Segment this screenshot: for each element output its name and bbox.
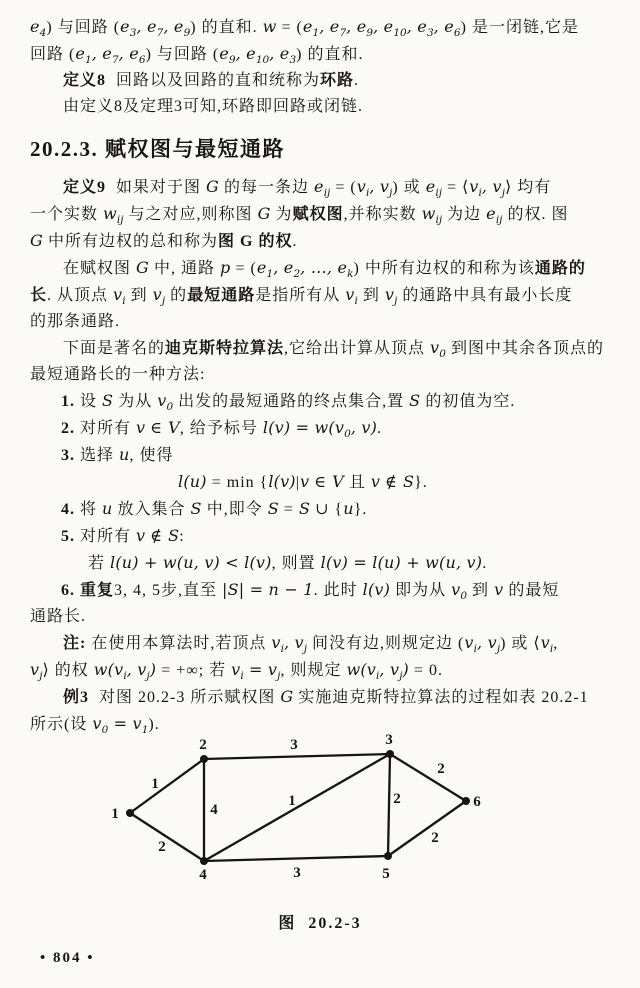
text-run: = 0. — [408, 662, 443, 679]
text-run: S — [168, 526, 180, 545]
graph-edge — [130, 759, 204, 813]
text-run: . — [377, 420, 383, 437]
text-run: ⟩ 均有 — [504, 179, 552, 196]
algorithm-step-4 — [30, 496, 616, 523]
text-line — [30, 362, 616, 388]
text-run: 到 — [467, 582, 495, 599]
text-run: u — [119, 445, 130, 464]
text-run: | — [295, 474, 300, 491]
text-run: , 则规定 — [280, 662, 347, 679]
text-run: 3. — [61, 447, 75, 464]
graph-node — [200, 857, 208, 865]
text-run: $e_4$ — [30, 17, 47, 40]
text-run: G — [30, 231, 43, 250]
text-run: = ( — [276, 19, 303, 36]
text-run: 最短通路长的一种方法: — [30, 366, 206, 383]
text-run: v — [494, 580, 504, 599]
text-run: 与之对应,则称图 — [123, 206, 258, 223]
text-run: 1. — [61, 393, 75, 410]
text-run: 为边 — [442, 206, 487, 223]
text-run: $v_0$ — [451, 580, 468, 603]
text-run: ∈ — [145, 420, 169, 437]
text-run: 环路 — [320, 72, 355, 89]
text-run: . 此时 — [313, 582, 363, 599]
text-run: $v_i$, $v_j$ — [271, 633, 308, 656]
text-run: ) 的直和. — [190, 19, 263, 36]
text-run: 放入集合 — [112, 501, 191, 518]
text-run: ) 与回路 ( — [145, 46, 220, 63]
text-run: 为 — [270, 206, 293, 223]
text-run: 定义8 — [63, 72, 107, 89]
text-run: 实施迪克斯特拉算法的过程如表 20.2-1 — [293, 689, 589, 706]
text-run: 且 — [343, 474, 371, 491]
text-run: $w_{ij}$ — [103, 204, 124, 227]
text-run: 到图中其余各顶点的 — [445, 340, 604, 357]
text-run: $w_{ij}$ — [421, 204, 443, 227]
text-run: G — [257, 204, 271, 223]
text-run: 中所有边权的总和称为 — [42, 233, 218, 250]
text-run: $e_1$, $e_2$, …, $e_k$ — [256, 258, 354, 281]
text-line — [30, 309, 616, 335]
edge-weight-label: 4 — [210, 802, 218, 818]
text-run: = ( — [230, 260, 257, 277]
text-run: = ( — [330, 179, 357, 196]
node-label: 2 — [199, 737, 207, 753]
text-line — [30, 41, 616, 68]
text-run: 对图 20.2-3 所示赋权图 — [89, 689, 281, 706]
definition-8-line — [30, 68, 616, 94]
text-run: 的权. 图 — [502, 206, 569, 223]
text-run: 长 — [30, 287, 48, 304]
text-run: $v_i$ — [540, 633, 554, 656]
text-run: 中, 通路 — [149, 260, 221, 277]
edge-weight-label: 2 — [437, 761, 445, 777]
text-run: 的通路中具有最小长度 — [397, 287, 573, 304]
text-run: l(v) — [268, 472, 296, 491]
text-run: l(u) — [178, 472, 207, 491]
text-run: ∉ — [145, 528, 169, 545]
text-run: l(u) + w(u, v) < l(v) — [110, 553, 272, 572]
text-line — [30, 94, 616, 120]
text-run: l(v) — [362, 580, 391, 599]
text-run: ∉ — [380, 474, 403, 491]
text-line — [30, 657, 616, 684]
text-run: 回路 ( — [30, 46, 76, 63]
text-run: 在赋权图 — [63, 260, 137, 277]
algorithm-step-5 — [30, 523, 616, 550]
text-run: 3, 4, 5步,直至 — [114, 582, 223, 599]
text-run: l(v) = l(u) + w(u, v) — [320, 553, 483, 572]
text-run: 注: — [63, 635, 87, 652]
text-run: $v_0 = v_1$ — [92, 714, 149, 737]
text-run: $v_i$, $v_j$ — [356, 177, 393, 200]
text-line — [30, 604, 616, 630]
edge-weight-label: 3 — [290, 737, 298, 753]
text-run: 的初值为空. — [420, 393, 516, 410]
text-column — [30, 14, 616, 738]
text-run: 2. — [61, 420, 75, 437]
text-run: ,它给出计算从顶点 — [284, 340, 431, 357]
graph-node — [384, 852, 392, 860]
text-run: ⟩ 的权 — [42, 662, 94, 679]
algorithm-formula — [30, 469, 616, 496]
algorithm-step-2 — [30, 415, 616, 442]
edge-weight-label: 3 — [293, 865, 301, 881]
text-run: S — [298, 499, 311, 518]
text-run: ) 或 ⟨ — [500, 635, 541, 652]
text-run: 选择 — [75, 447, 120, 464]
text-run: 到 — [125, 287, 153, 304]
text-run: 若 — [88, 555, 111, 572]
text-run: 图 G 的权 — [218, 233, 293, 250]
text-run: 通路长. — [30, 608, 87, 625]
text-run: $v_0$ — [157, 391, 174, 414]
algorithm-step-3 — [30, 442, 616, 469]
text-line — [30, 228, 616, 255]
text-run: 所示(设 — [30, 716, 93, 733]
text-run: p — [220, 258, 231, 277]
edge-weight-label: 1 — [288, 793, 296, 809]
text-run: $v_i$ — [345, 285, 358, 308]
page-number: • 804 • — [40, 950, 95, 966]
text-run: $e_1$, $e_7$, $e_9$, $e_{10}$, $e_3$, $e_6$ — [302, 17, 461, 40]
text-run: : — [179, 528, 185, 545]
text-run: $w(v_i$, $v_j$) — [346, 660, 409, 683]
text-run: $v_0$ — [430, 338, 446, 361]
text-run: 5. — [61, 528, 75, 545]
text-run: $e_9$, $e_{10}$, $e_3$ — [219, 44, 297, 67]
graph-node — [126, 809, 134, 817]
text-run: v — [299, 472, 310, 491]
text-run: }. — [414, 474, 428, 491]
text-run: 中,即令 — [201, 501, 268, 518]
text-run: . 从顶点 — [47, 287, 114, 304]
text-run: ∈ — [309, 474, 333, 491]
text-run: = ⟨ — [442, 179, 470, 196]
text-run: 是指所有从 — [255, 287, 346, 304]
text-line — [30, 14, 616, 41]
node-label: 4 — [199, 867, 207, 883]
text-run: $v_j$ — [384, 285, 398, 308]
node-label: 5 — [382, 866, 390, 882]
text-run: 迪克斯特拉算法 — [165, 340, 285, 357]
text-run: v — [370, 472, 381, 491]
text-run: ) 是一闭链,它是 — [460, 19, 579, 36]
text-run: 最短通路 — [187, 287, 256, 304]
edge-weight-label: 2 — [431, 830, 439, 846]
algorithm-step-6 — [30, 577, 616, 604]
text-run: 在使用本算法时,若顶点 — [86, 635, 272, 652]
text-run: 为从 — [113, 393, 158, 410]
graph-edge — [204, 754, 390, 759]
node-label: 6 — [473, 794, 481, 810]
text-run: = +∞; 若 — [156, 662, 232, 679]
text-run: 例3 — [63, 689, 90, 706]
text-run: 如果对于图 — [106, 179, 207, 196]
algorithm-step-5-detail — [30, 550, 616, 577]
text-run: 重复 — [80, 582, 115, 599]
text-run: |S| = n − 1 — [222, 580, 314, 599]
figure-caption: 图 20.2-3 — [278, 915, 362, 932]
text-run: 的 — [165, 287, 188, 304]
text-run: . — [292, 233, 298, 250]
text-run: ∪ { — [310, 501, 344, 518]
text-run: $e_{ij}$ — [425, 177, 443, 200]
text-run: $e_{ij}$ — [314, 177, 331, 200]
text-run: $v_i$, $v_j$ — [464, 633, 501, 656]
text-run: S — [409, 391, 421, 410]
text-run: S — [190, 499, 202, 518]
edge-weight-label: 1 — [151, 776, 159, 792]
algorithm-step-1 — [30, 388, 616, 415]
note-line — [30, 630, 616, 657]
graph-node — [462, 797, 470, 805]
text-run: G — [280, 687, 294, 706]
text-run: 即为从 — [390, 582, 452, 599]
text-run: w — [262, 17, 277, 36]
text-run: $v_j$ — [30, 660, 43, 683]
text-run: v — [136, 526, 146, 545]
text-line — [30, 255, 616, 282]
text-run: 赋权图 — [292, 206, 344, 223]
text-run: 间没有边,则规定边 ( — [307, 635, 465, 652]
text-run: V — [168, 418, 180, 437]
text-run: 出发的最短通路的终点集合,置 — [173, 393, 410, 410]
text-run: 定义9 — [63, 179, 107, 196]
graph-edge — [204, 754, 390, 861]
text-run: ) 的直和. — [296, 46, 364, 63]
section-heading: 20.2.3. 赋权图与最短通路 — [30, 137, 285, 161]
text-line — [30, 282, 616, 309]
text-run: 对所有 — [75, 420, 137, 437]
example-3-line — [30, 684, 616, 711]
text-run: , 给予标号 — [179, 420, 263, 437]
text-run: $w(v_i$, $v_j$) — [93, 660, 157, 683]
text-run: $e_1$, $e_7$, $e_6$ — [75, 44, 146, 67]
text-run: 的那条通路. — [30, 313, 121, 330]
text-run: 由定义8及定理3可知,环路即回路或闭链. — [63, 98, 364, 115]
text-run: u — [102, 499, 113, 518]
text-run: $v_i$ — [113, 285, 126, 308]
text-run: ) 或 — [392, 179, 426, 196]
text-run: ,并称实数 — [343, 206, 422, 223]
graph-edge — [388, 801, 466, 856]
definition-9-line — [30, 174, 616, 201]
text-run: 的每一条边 — [219, 179, 315, 196]
text-run: 的最短 — [503, 582, 560, 599]
text-run: $v_i$, $v_j$ — [469, 177, 505, 200]
text-run: 4. — [61, 501, 75, 518]
text-run: $e_3$, $e_7$, $e_9$ — [120, 17, 191, 40]
text-run: , 使得 — [129, 447, 174, 464]
node-label: 1 — [111, 806, 119, 822]
text-run: . — [482, 555, 488, 572]
graph-edge — [390, 754, 466, 801]
text-run: 设 — [75, 393, 103, 410]
text-run: $l(v) = w(v_0$, v) — [262, 418, 378, 441]
text-run: 将 — [75, 501, 103, 518]
text-run: $v_j$ — [152, 285, 166, 308]
text-run: ). — [148, 716, 160, 733]
text-run: ) 中所有边权的和称为该 — [353, 260, 535, 277]
text-run: = min { — [206, 474, 269, 491]
text-run: v — [136, 418, 146, 437]
text-run: 到 — [357, 287, 385, 304]
text-run: . — [354, 72, 360, 89]
text-run: $v_i = v_j$ — [231, 660, 281, 683]
text-run: S — [267, 499, 279, 518]
text-run: , — [553, 635, 559, 652]
text-run: 对所有 — [75, 528, 137, 545]
edge-weight-label: 2 — [158, 839, 166, 855]
node-label: 3 — [385, 732, 393, 748]
text-run: 通路的 — [534, 260, 586, 277]
text-line — [30, 335, 616, 362]
graph-edge — [204, 856, 388, 861]
weighted-graph-svg — [96, 716, 526, 896]
graph-edge — [388, 754, 390, 856]
graph-edge — [130, 813, 204, 861]
text-run: , 则置 — [271, 555, 321, 572]
figure-20-2-3 — [0, 716, 640, 933]
text-run: 6. — [61, 582, 75, 599]
graph-node — [200, 755, 208, 763]
text-run: }. — [353, 501, 368, 518]
text-run: 一个实数 — [30, 206, 104, 223]
text-run: 下面是著名的 — [63, 340, 166, 357]
graph-node — [386, 750, 394, 758]
text-run: u — [343, 499, 354, 518]
text-run: = — [278, 501, 299, 518]
text-run: G — [206, 177, 220, 196]
text-run: 回路以及回路的直和统称为 — [106, 72, 321, 89]
edge-weight-label: 2 — [393, 791, 401, 807]
text-run: S — [402, 472, 415, 491]
text-run: V — [332, 472, 344, 491]
text-run: $e_{ij}$ — [486, 204, 503, 227]
text-run: ) 与回路 ( — [46, 19, 121, 36]
text-line — [30, 201, 616, 228]
text-run: S — [102, 391, 114, 410]
text-run: G — [136, 258, 149, 277]
